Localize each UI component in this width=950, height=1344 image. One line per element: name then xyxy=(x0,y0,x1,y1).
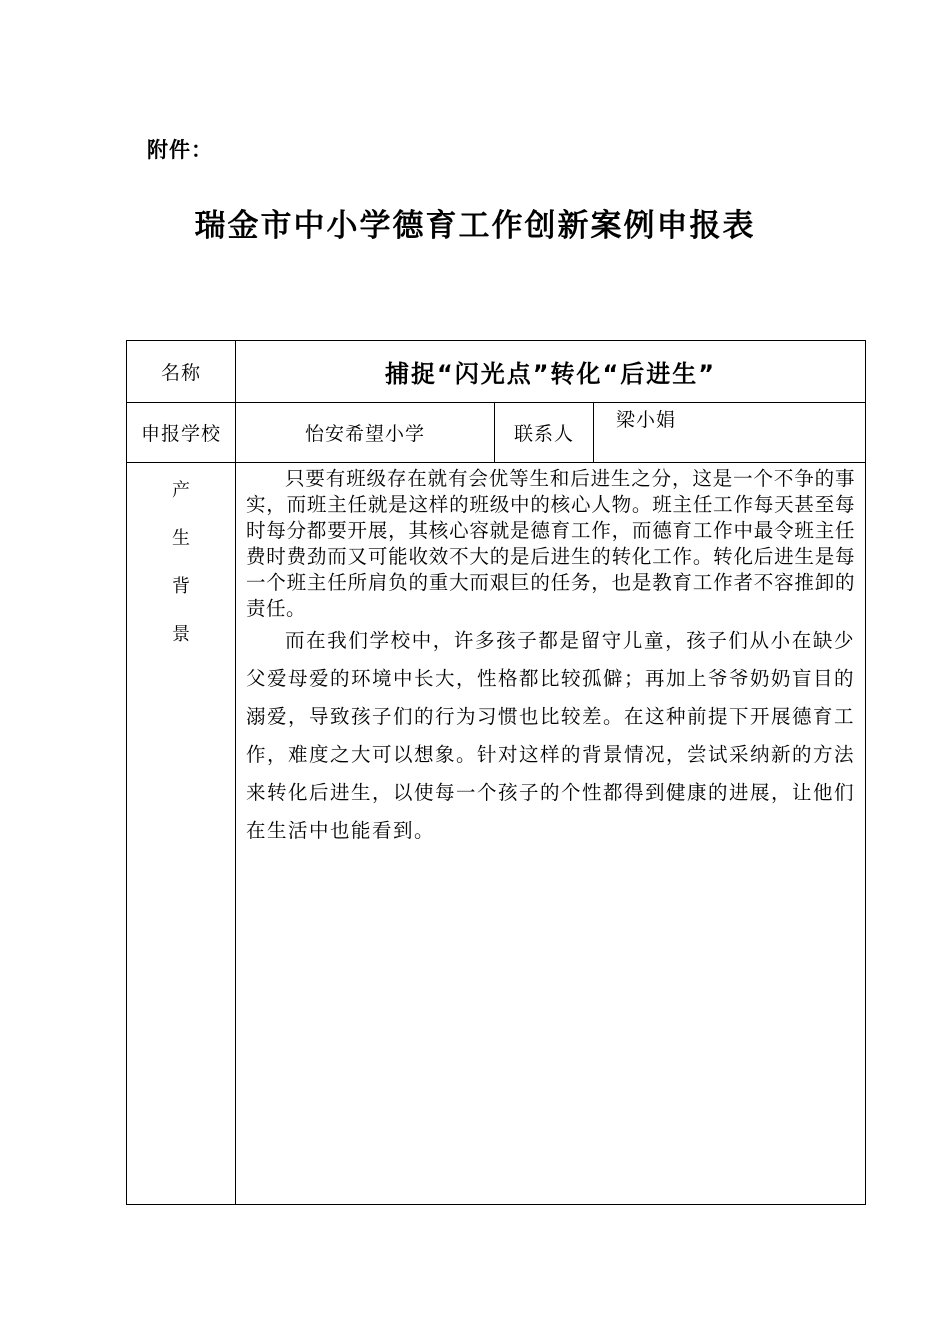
school-value: 怡安希望小学 xyxy=(236,403,495,463)
background-paragraph: 只要有班级存在就有会优等生和后进生之分，这是一个不争的事实，而班主任就是这样的班级中的核心人物。班主任工作每天甚至每时每分都要开展，其核心容就是德育工作，而德育工作中最令班主任费时费劲而又可能收效不大的是后进生的转化工作。转化后进生是每一个班主任所肩负的重大而艰巨的任务，也是教育工作者不容推卸的责任。 xyxy=(246,467,856,620)
school-label: 申报学校 xyxy=(127,403,236,463)
background-label-char: 产 xyxy=(172,480,190,501)
case-name: 捕捉“闪光点”转化“后进生” xyxy=(236,341,866,403)
name-label: 名称 xyxy=(127,341,236,403)
background-content xyxy=(236,463,866,1205)
attachment-label: 附件： xyxy=(147,138,213,162)
background-label-char: 景 xyxy=(172,624,190,645)
contact-value: 梁小娟 xyxy=(594,403,866,463)
document-title: 瑞金市中小学德育工作创新案例申报表 xyxy=(194,208,756,244)
contact-label: 联系人 xyxy=(495,403,594,463)
background-label-char: 背 xyxy=(172,576,190,597)
application-form-table xyxy=(126,340,866,1205)
name-row xyxy=(127,341,866,403)
background-label xyxy=(127,463,236,1205)
background-row xyxy=(127,463,866,1205)
background-paragraph: 而在我们学校中，许多孩子都是留守儿童，孩子们从小在缺少父爱母爱的环境中长大，性格都比较孤僻；再加上爷爷奶奶盲目的溺爱，导致孩子们的行为习惯也比较差。在这种前提下开展德育工作，难度之大可以想象。针对这样的背景情况，尝试采纳新的方法来转化后进生，以使每一个孩子的个性都得到健康的进展，让他们在生活中也能看到。 xyxy=(246,629,856,842)
school-row xyxy=(127,403,866,463)
background-label-char: 生 xyxy=(172,528,190,549)
